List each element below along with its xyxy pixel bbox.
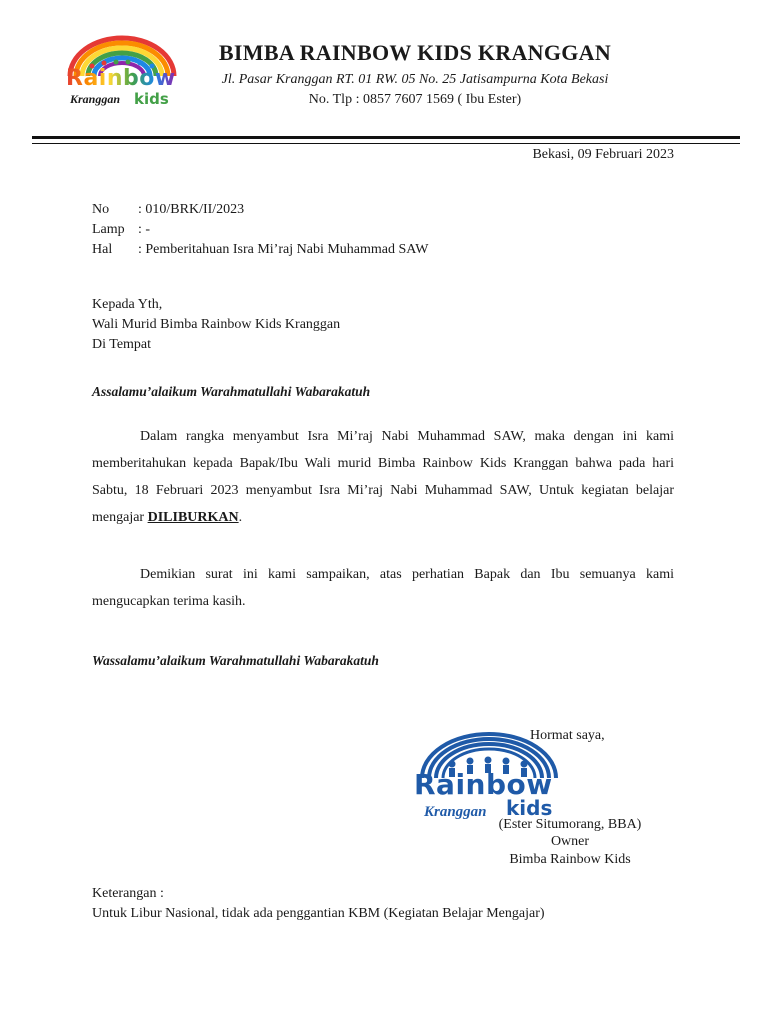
stamp-word: Rainbow <box>414 768 553 801</box>
logo-word-text: Rainbow <box>66 66 176 91</box>
meta-subject-value: : Pemberitahuan Isra Mi’raj Nabi Muhammad SAW <box>138 242 429 257</box>
logo-location: Kranggan <box>70 92 121 106</box>
letterhead-phone: No. Tlp : 0857 7607 1569 ( Ibu Ester) <box>308 92 522 107</box>
body-paragraph-1-end: . <box>238 510 243 525</box>
body-paragraph-2: Demikian surat ini kami sampaikan, atas perhatian Bapak dan Ibu semuanya kami mengucapkan terima kasih. <box>92 567 674 609</box>
closing: Wassalamu’alaikum Warahmatullahi Wabarakatuh <box>92 653 379 668</box>
stamp-location: Kranggan <box>424 804 487 820</box>
letter-date: Bekasi, 09 Februari 2023 <box>532 147 674 162</box>
recipient-line3: Di Tempat <box>92 337 152 352</box>
body-paragraph-1-text: Dalam rangka menyambut Isra Mi’raj Nabi Muhammad SAW, maka dengan ini kami memberitahukan kepada Bapak/Ibu Wali murid Bimba Rainbow Kids Kranggan bahwa pada hari Sabtu, 18 Februari 2023 menyambut Isra Mi’raj Nabi Muhammad SAW, Untuk kegiatan belajar mengajar <box>92 429 674 525</box>
greeting: Assalamu’alaikum Warahmatullahi Wabarakatuh <box>92 384 371 399</box>
note-text: Untuk Libur Nasional, tidak ada penggantian KBM (Kegiatan Belajar Mengajar) <box>92 906 545 921</box>
recipient-line2: Wali Murid Bimba Rainbow Kids Kranggan <box>92 317 341 332</box>
meta-subject <box>92 240 428 260</box>
letterhead-title: BIMBA RAINBOW KIDS KRANGGAN <box>218 40 612 65</box>
meta-number-value: : 010/BRK/II/2023 <box>138 202 245 217</box>
meta-number-key: No <box>92 202 110 217</box>
letterhead-address: Jl. Pasar Kranggan RT. 01 RW. 05 No. 25 Jatisampurna Kota Bekasi <box>221 72 609 87</box>
logo-kids: kids <box>134 90 169 108</box>
meta-attachment-key: Lamp <box>92 222 125 237</box>
header-rule-thick <box>32 136 740 139</box>
recipient-line1: Kepada Yth, <box>92 297 163 312</box>
meta-attachment <box>92 220 150 240</box>
header-rule-thin <box>32 143 740 144</box>
meta-subject-key: Hal <box>92 242 113 257</box>
signature-role: Owner <box>550 834 590 849</box>
body-emphasis: DILIBURKAN <box>147 510 239 525</box>
body-paragraph-1 <box>92 423 674 531</box>
meta-attachment-value: : - <box>138 222 151 237</box>
note-label: Keterangan : <box>92 886 164 901</box>
signature-salutation: Hormat saya, <box>530 728 605 743</box>
signature-org: Bimba Rainbow Kids <box>509 852 631 867</box>
signature-name: (Ester Situmorang, BBA) <box>498 817 642 832</box>
stamp-kids: kids <box>506 796 553 820</box>
meta-number <box>92 200 244 220</box>
